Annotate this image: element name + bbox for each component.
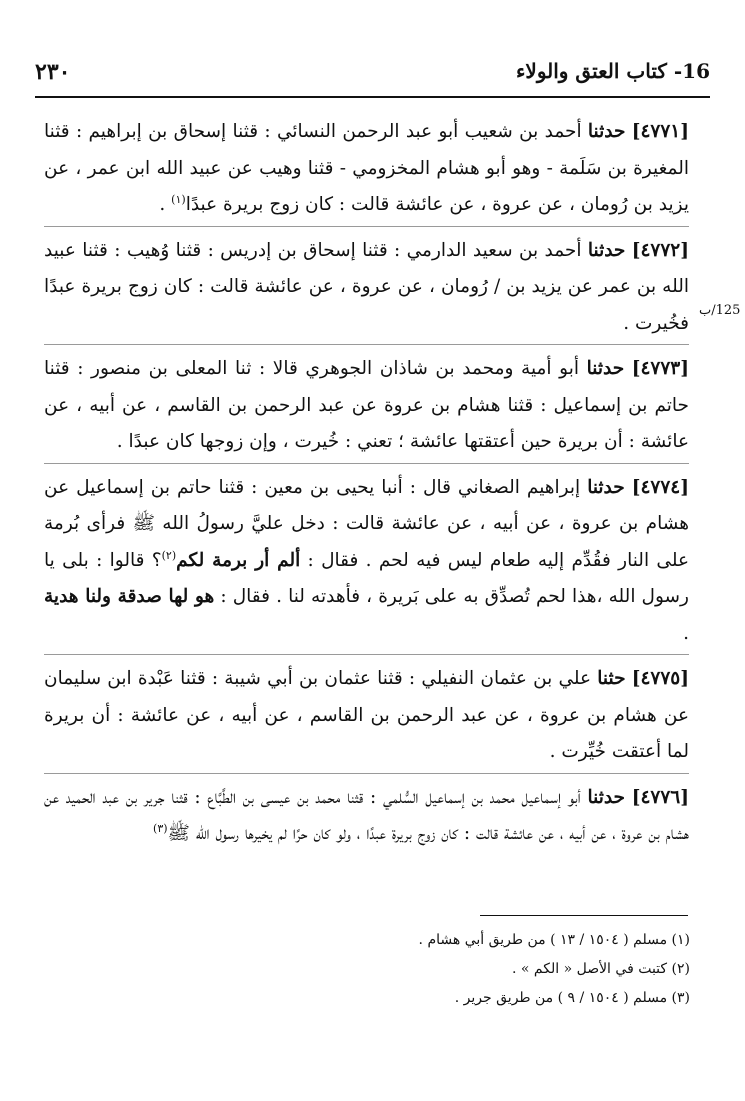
- hadith-text: علي بن عثمان النفيلي : قثنا عثمان بن أبي شيبة : قثنا عَبْدة ابن سليمان عن هشام بن عروة ، عن عبد الرحمن بن القاسم ، عن أبيه ، عن عائشة : أن بريرة لما أعتقت خُيِّرت .: [44, 668, 689, 762]
- footnotes: [300, 926, 690, 1013]
- hadith-4773: [44, 344, 689, 461]
- footnote-2: (٢) كتبت في الأصل « الكم » .: [512, 961, 690, 977]
- footnote-ref: (٣): [153, 821, 168, 835]
- margin-folio-note: 125/ب: [699, 303, 741, 318]
- hadith-lead: حثنا: [597, 668, 626, 689]
- footnote-3: (٣) مسلم ( ١٥٠٤ / ٩ ) من طريق جرير .: [454, 990, 690, 1006]
- hadith-number: [٤٧٧٥]: [631, 668, 689, 689]
- hadith-lead: حدثنا: [587, 121, 626, 142]
- hadith-4772: [44, 226, 689, 343]
- page-number: ٢٣٠: [35, 59, 71, 85]
- hadith-lead: حدثنا: [586, 358, 625, 379]
- hadith-text-end: .: [683, 622, 689, 644]
- prophet-answer: هو لها صدقة ولنا هدية: [44, 586, 215, 607]
- hadith-text-end: .: [159, 194, 172, 215]
- prophet-question: ألم أر برمة لكم: [176, 549, 301, 571]
- hadith-number: [٤٧٧٣]: [631, 358, 689, 379]
- footnote-ref: (٢): [161, 548, 177, 562]
- hadith-4774: [44, 463, 689, 653]
- hadith-4771: [44, 114, 689, 224]
- footnote-ref: (١): [171, 192, 186, 206]
- hadith-text: أحمد بن شعيب أبو عبد الرحمن النسائي : قثنا إسحاق بن إبراهيم : قثنا المغيرة بن سَلَمة - وهو أبو هشام المخزومي - قثنا وهيب عن عبيد الله ابن عمر ، عن يزيد بن رُومان ، عن عروة ، عن عائشة قالت : كان زوج بريرة عبدًا: [44, 121, 689, 215]
- hadith-number: [٤٧٧٤]: [631, 476, 689, 498]
- hadith-lead: حدثنا: [587, 786, 625, 808]
- hadith-lead: حدثنا: [587, 239, 626, 261]
- hadith-text: إبراهيم الصغاني قال : أنبا يحيى بن معين : قثنا حاتم بن إسماعيل عن هشام بن عروة ، عن أبيه ، عن عائشة قالت : دخل عليَّ رسولُ الله ﷺ فرأى بُرمة على النار فقُدِّم إليه طعام ليس فيه لحم . فقال :: [44, 476, 689, 571]
- hadith-lead: حدثنا: [587, 476, 625, 498]
- footnote-1: (١) مسلم ( ١٥٠٤ / ١٣ ) من طريق أبي هشام .: [418, 932, 690, 948]
- hadith-4776: [44, 773, 689, 853]
- hadith-text: أحمد بن سعيد الدارمي : قثنا إسحاق بن إدريس : قثنا وُهيب : قثنا عبيد الله بن عمر عن يزيد بن / رُومان ، عن عروة ، عن عائشة قالت : كان زوج بريرة عبدًا فخُيرت .: [44, 239, 689, 334]
- footnote-divider: [480, 915, 688, 916]
- hadith-text: أبو أمية ومحمد بن شاذان الجوهري قالا : ثنا المعلى بن منصور : قثنا حاتم بن إسماعيل : قثنا هشام بن عروة عن عبد الرحمن بن القاسم ، عن أبيه ، عن عائشة : أن بريرة حين أعتقتها عائشة ؛ تعني : خُيرت ، وإن زوجها كان عبدًا .: [44, 358, 689, 452]
- header-divider: [35, 96, 710, 98]
- chapter-title: 16- كتاب العتق والولاء: [516, 59, 710, 83]
- main-text: [44, 114, 689, 853]
- hadith-number: [٤٧٧١]: [631, 121, 689, 142]
- hadith-text-middle: ؟ قالوا : بلى يا رسول الله ،هذا لحم تُصدِّق به على بَريرة ، فأهدته لنا . فقال :: [44, 549, 689, 607]
- hadith-number: [٤٧٧٢]: [631, 239, 689, 261]
- page-header: [35, 55, 710, 95]
- hadith-text: أبو إسماعيل محمد بن إسماعيل السُّلمي : قثنا محمد بن عيسى بن الطَّبَّاع : قثنا جرير بن عبد الحميد عن هشام بن عروة ، عن أبيه ، عن عائشة قالت : كان زوج بريرة عبدًا ، ولو كان حرًا لم يخيرها رسول الله ﷺ: [44, 786, 689, 844]
- hadith-number: [٤٧٧٦]: [631, 786, 689, 808]
- hadith-4775: [44, 654, 689, 771]
